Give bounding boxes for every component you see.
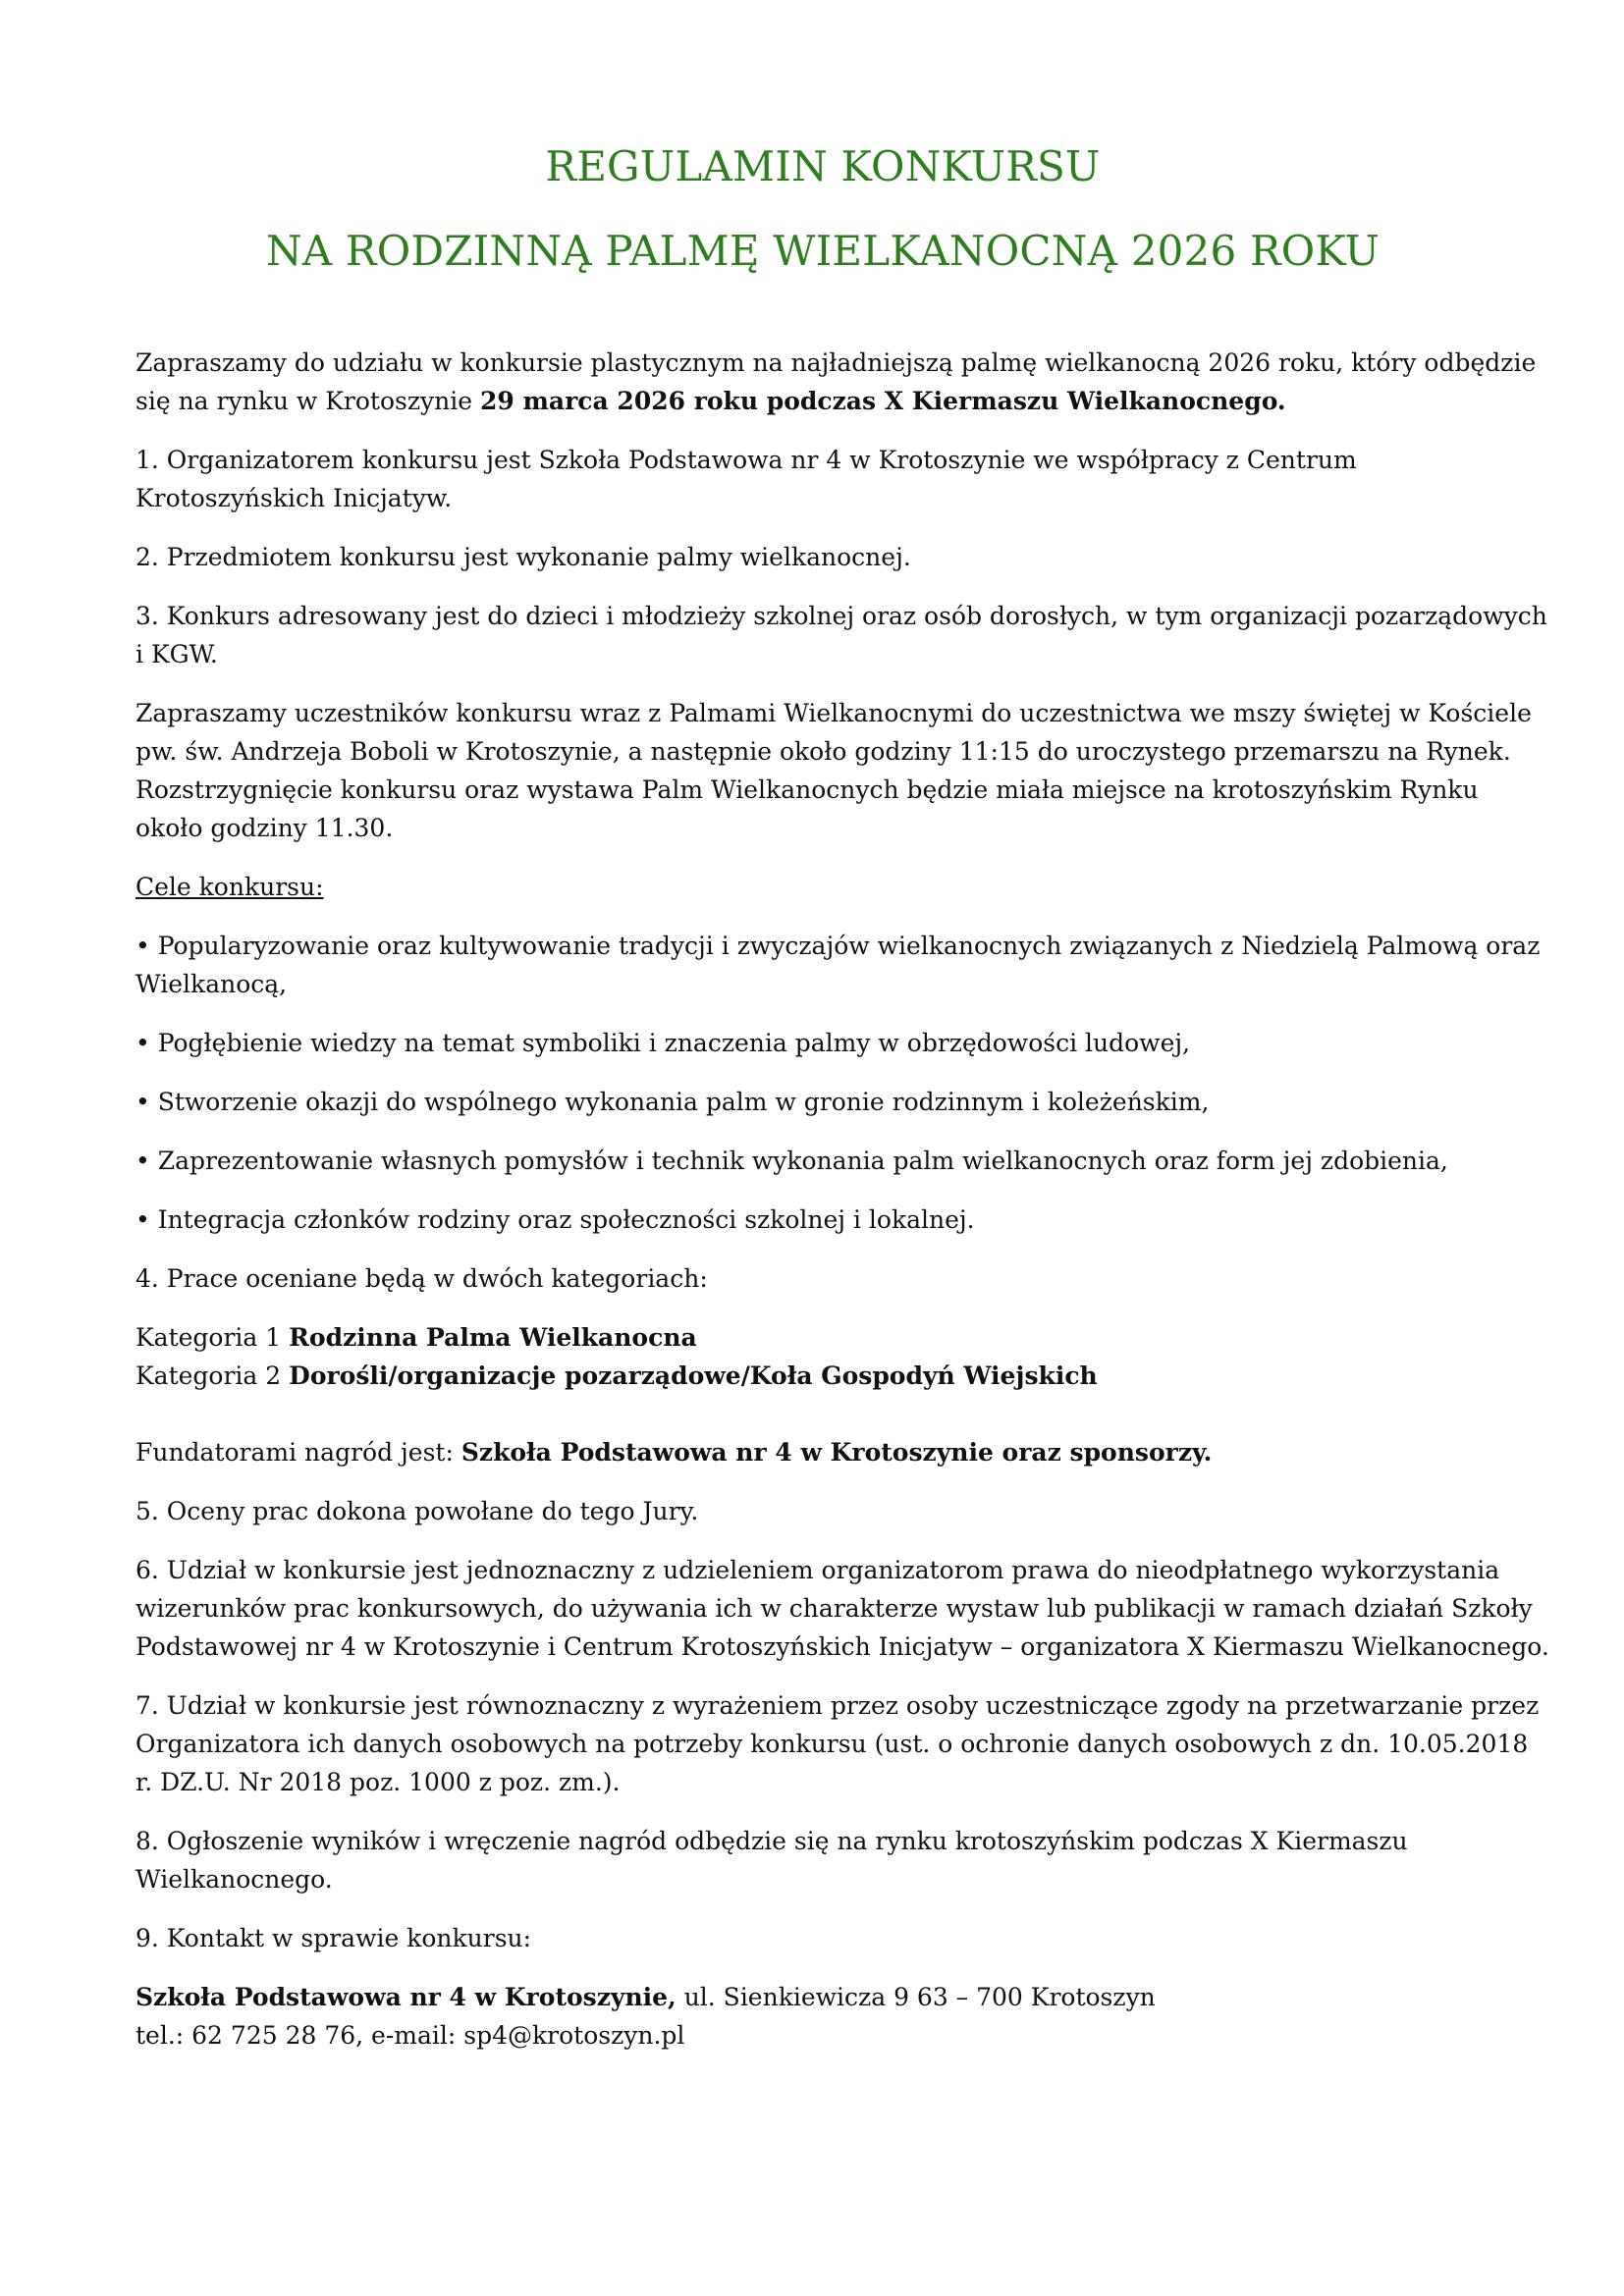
category-2-label: Kategoria 2: [135, 1362, 290, 1390]
point-6: 6. Udział w konkursie jest jednoznaczny z udzieleniem organizatorom prawa do nieodpłatnego wykorzystania wizerunków prac konkursowych, do używania ich w charakterze wystaw lub publikacji w ramach działań Szkoły Podstawowej nr 4 w Krotoszynie i Centrum Krotoszyńskich Inicjatyw – organizatora X Kiermaszu Wielkanocnego.: [135, 1556, 1549, 1661]
category-2-name: Dorośli/organizacje pozarządowe/Koła Gospodyń Wiejskich: [289, 1362, 1098, 1390]
point-8: 8. Ogłoszenie wyników i wręczenie nagród odbędzie się na rynku krotoszyńskim podczas X Kiermaszu Wielkanocnego.: [135, 1827, 1408, 1894]
category-1-label: Kategoria 1: [135, 1323, 290, 1352]
goal-item: • Integracja członków rodziny oraz społeczności szkolnej i lokalnej.: [135, 1205, 975, 1234]
point-2: 2. Przedmiotem konkursu jest wykonanie palmy wielkanocnej.: [135, 543, 911, 571]
contact-block: [135, 1978, 1549, 2055]
category-1-name: Rodzinna Palma Wielkanocna: [289, 1323, 697, 1352]
categories: [135, 1318, 1549, 1395]
goal-item: • Popularyzowanie oraz kultywowanie tradycji i zwyczajów wielkanocnych związanych z Niedzielą Palmową oraz Wielkanocą,: [135, 932, 1541, 998]
point-4: 4. Prace oceniane będą w dwóch kategoriach:: [135, 1264, 708, 1293]
title-line-2: NA RODZINNĄ PALMĘ WIELKANOCNĄ 2026 ROKU: [265, 227, 1380, 275]
point-9: 9. Kontakt w sprawie konkursu:: [135, 1924, 532, 1952]
goal-item: • Zaprezentowanie własnych pomysłów i technik wykonania palm wielkanocnych oraz form jej zdobienia,: [135, 1147, 1448, 1175]
point-1: 1. Organizatorem konkursu jest Szkoła Podstawowa nr 4 w Krotoszynie we współpracy z Centrum Krotoszyńskich Inicjatyw.: [135, 446, 1357, 512]
point-7: 7. Udział w konkursie jest równoznaczny z wyrażeniem przez osoby uczestniczące zgody na przetwarzanie przez Organizatora ich danych osobowych na potrzeby konkursu (ust. o ochronie danych osobowych z dn. 10.05.2018 r. DZ.U. Nr 2018 poz. 1000 z poz. zm.).: [135, 1691, 1540, 1796]
point-5: 5. Oceny prac dokona powołane do tego Jury.: [135, 1497, 699, 1525]
founders: [135, 1433, 1549, 1471]
contact-phone-email: tel.: 62 725 28 76, e-mail: sp4@krotoszyn.pl: [135, 2021, 685, 2050]
contact-name: Szkoła Podstawowa nr 4 w Krotoszynie,: [135, 1983, 677, 2011]
invite-paragraph: Zapraszamy uczestników konkursu wraz z Palmami Wielkanocnymi do uczestnictwa we mszy świętej w Kościele pw. św. Andrzeja Boboli w Krotoszynie, a następnie około godziny 11:15 do uroczystego przemarszu na Rynek. Rozstrzygnięcie konkursu oraz wystawa Palm Wielkanocnych będzie miała miejsce na krotoszyńskim Rynku około godziny 11.30.: [135, 699, 1532, 842]
document-body: [135, 344, 1549, 2075]
founders-label: Fundatorami nagród jest:: [135, 1438, 461, 1467]
intro-bold: 29 marca 2026 roku podczas X Kiermaszu Wielkanocnego.: [479, 387, 1286, 415]
intro-paragraph: [135, 344, 1549, 420]
title-line-1: REGULAMIN KONKURSU: [545, 142, 1101, 190]
contact-address: ul. Sienkiewicza 9 63 – 700 Krotoszyn: [676, 1983, 1156, 2011]
founders-name: Szkoła Podstawowa nr 4 w Krotoszynie oraz sponsorzy.: [460, 1438, 1213, 1467]
spacer: [135, 1395, 1549, 1415]
point-3: 3. Konkurs adresowany jest do dzieci i młodzieży szkolnej oraz osób dorosłych, w tym organizacji pozarządowych i KGW.: [135, 602, 1547, 668]
goals-heading: Cele konkursu:: [135, 873, 324, 901]
goal-item: • Pogłębienie wiedzy na temat symboliki i znaczenia palmy w obrzędowości ludowej,: [135, 1029, 1191, 1057]
goal-item: • Stworzenie okazji do wspólnego wykonania palm w gronie rodzinnym i koleżeńskim,: [135, 1088, 1210, 1116]
intro-text: Zapraszamy do udziału w konkursie plastycznym na najładniejszą palmę wielkanocną 2026 roku, który odbędzie się na rynku w Krotoszynie: [135, 348, 1537, 415]
